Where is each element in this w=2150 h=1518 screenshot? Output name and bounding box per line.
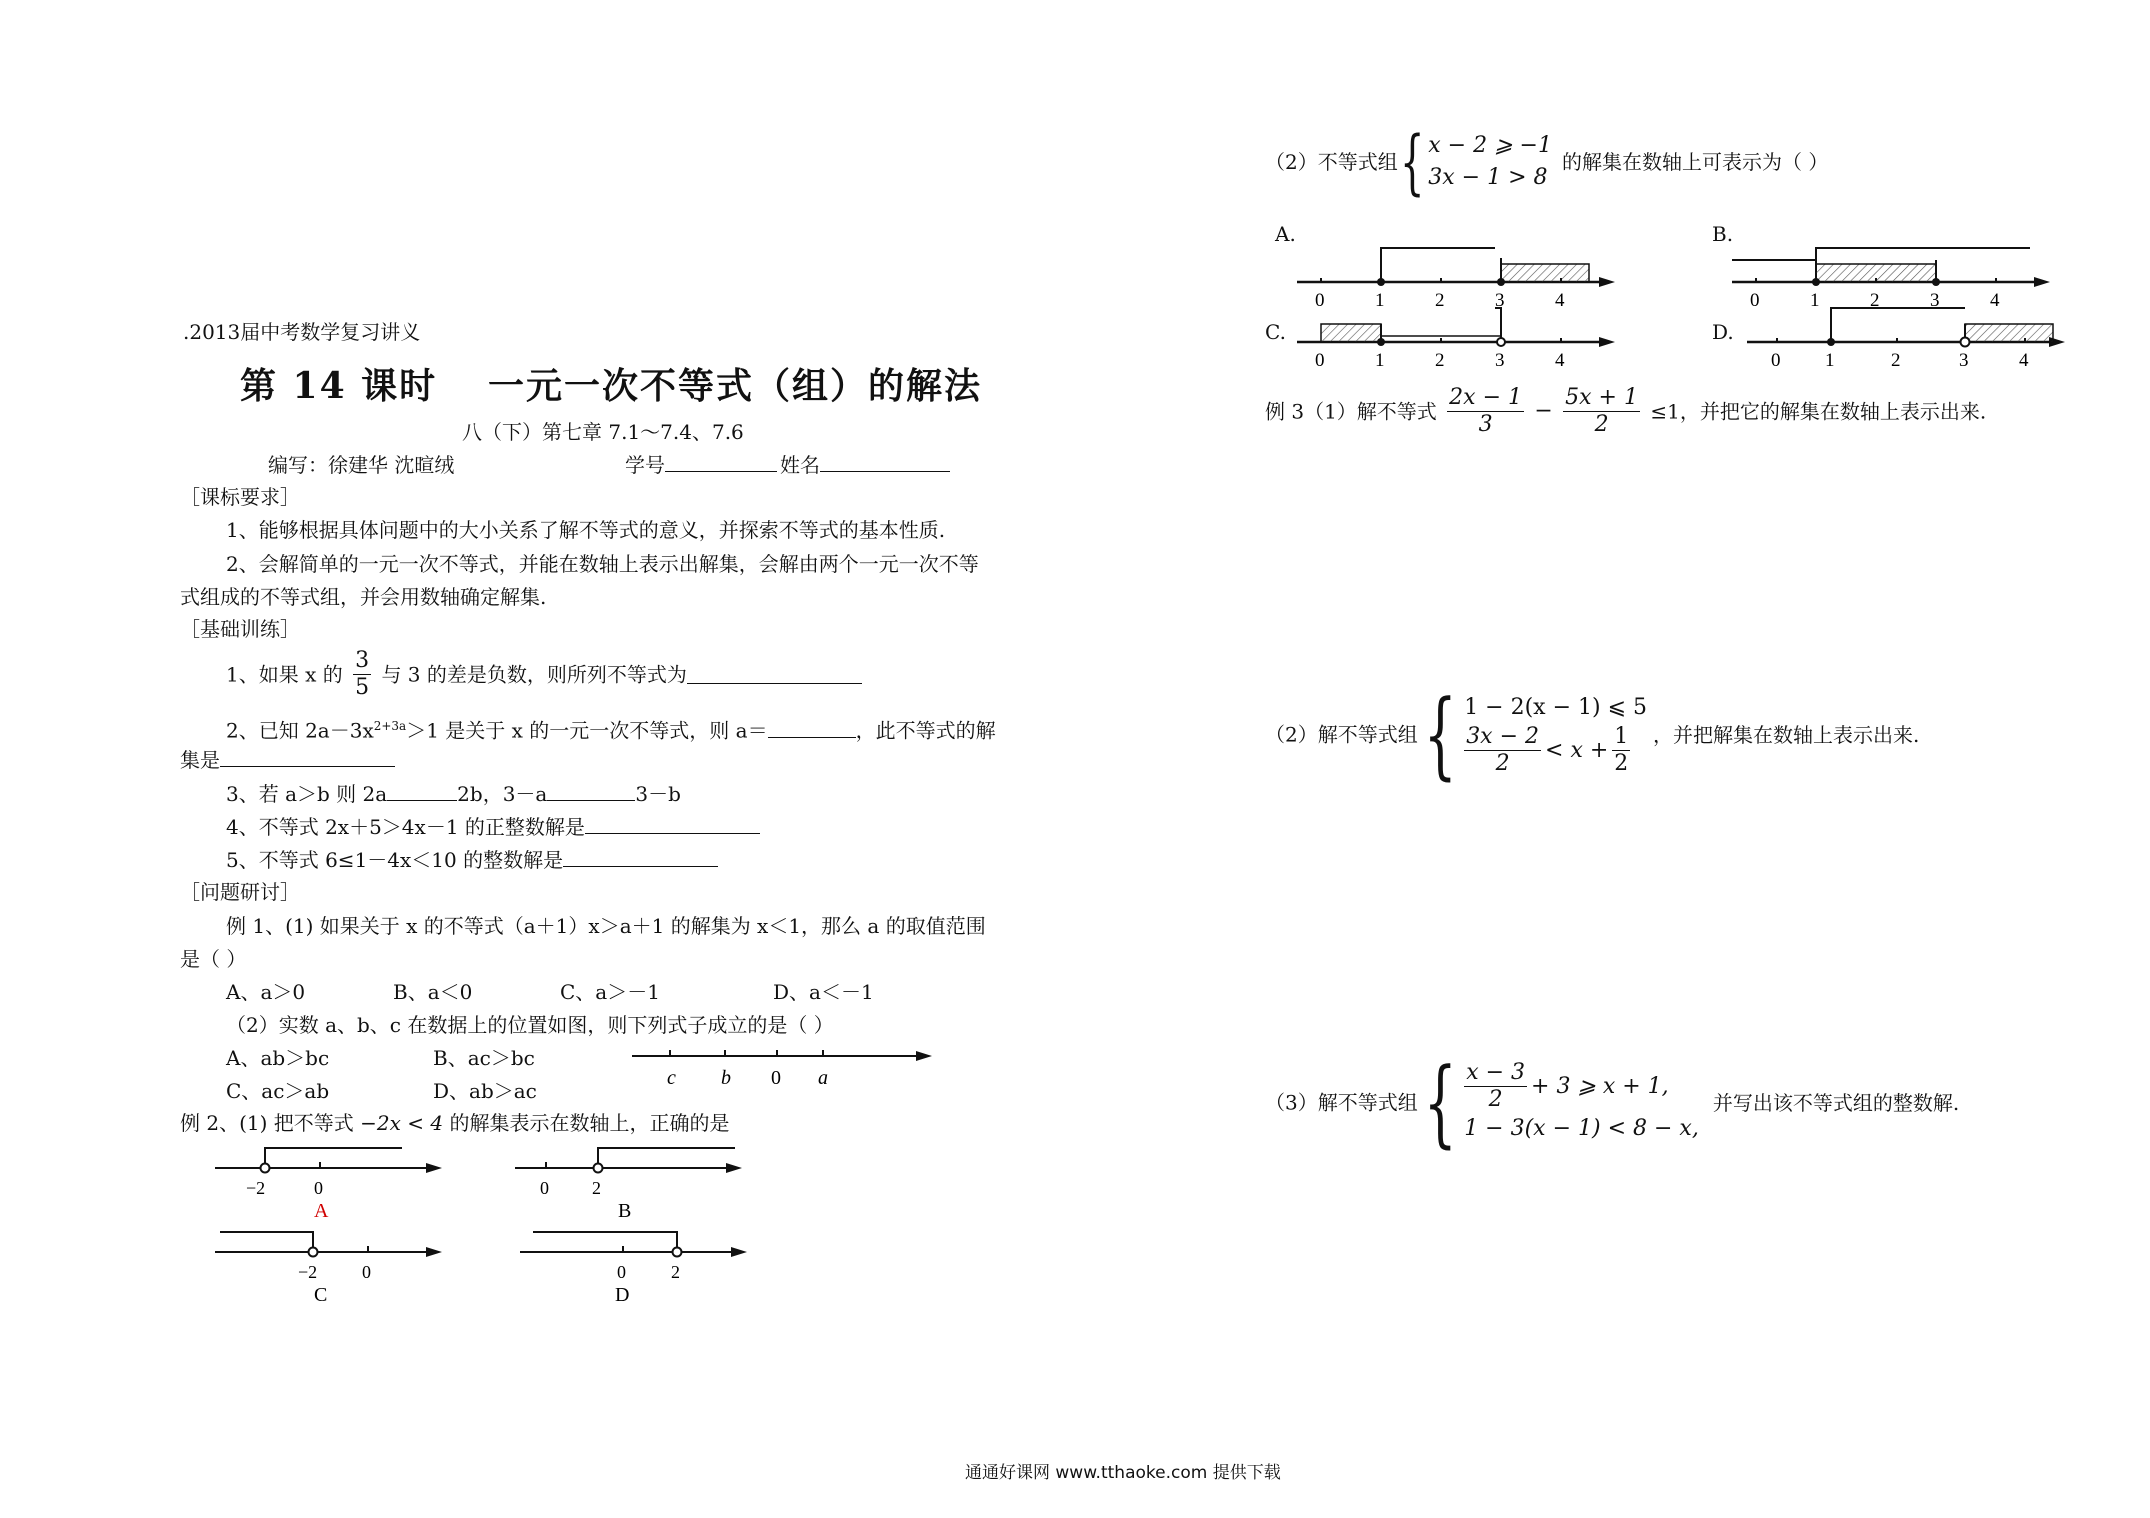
- student-name-label: 姓名: [780, 453, 950, 477]
- svg-text:−2: −2: [246, 1178, 266, 1198]
- svg-text:1: 1: [1810, 290, 1820, 310]
- basic-question-2: 2、已知 $2a-3x^{2+3a}>1$ 是关于 x 的一元一次不等式，则 a＝ ，此不等式的解: [226, 718, 996, 743]
- svg-text:0: 0: [1315, 290, 1325, 310]
- example-1-2-option-a: A、ab＞bc: [226, 1046, 330, 1070]
- svg-text:0: 0: [362, 1262, 371, 1282]
- tick-label-a: a: [818, 1067, 828, 1089]
- svg-text:2: 2: [1891, 350, 1901, 370]
- example-1-2-option-c: C、ac＞ab: [226, 1079, 330, 1103]
- tick-label-b: b: [721, 1067, 731, 1089]
- example-2-part-2: （2）不等式组{ x − 2 ⩾ −1 3x − 1 > 8 的解集在数轴上可表示为（ ）: [1265, 121, 1829, 203]
- basic-question-3: 3、若 a＞b 则 2a 2b，3－a 3－b: [226, 782, 681, 806]
- fraction: $\frac{3}{5}$: [355, 648, 370, 700]
- example-1-part-2: （2）实数 a、b、c 在数据上的位置如图，则下列式子成立的是（ ）: [226, 1013, 834, 1037]
- svg-text:−2: −2: [298, 1262, 318, 1282]
- svg-text:2: 2: [1870, 290, 1880, 310]
- example-1-text-cont: 是（ ）: [180, 947, 247, 971]
- svg-text:4: 4: [1990, 290, 2000, 310]
- svg-text:0: 0: [1315, 350, 1325, 370]
- svg-text:3: 3: [1959, 350, 1969, 370]
- tick-label-c: c: [667, 1067, 676, 1089]
- series-title: .2013届中考数学复习讲义: [183, 320, 421, 344]
- chapter-ref: 八（下）第七章 7.1～7.4、7.6: [462, 420, 744, 444]
- svg-text:4: 4: [1555, 350, 1565, 370]
- section-standards: ［课标要求］: [180, 485, 300, 509]
- number-line-ex1: [630, 1040, 940, 1090]
- example-1-text: 例 1、(1) 如果关于 x 的不等式（a＋1）x＞a＋1 的解集为 x＜1，那么 a 的取值范围: [226, 914, 986, 938]
- svg-text:2: 2: [671, 1262, 680, 1282]
- editors: 编写：徐建华 沈暄绒: [268, 453, 455, 477]
- example-1-2-option-d: D、ab＞ac: [433, 1079, 537, 1103]
- basic-question-1: 1、如果 x 的 $\frac{3}{5}$ 与 3 的差是负数，则所列不等式为: [226, 648, 862, 701]
- standard-item-2: 2、会解简单的一元一次不等式，并能在数轴上表示出解集，会解由两个一元一次不等: [226, 552, 979, 576]
- basic-question-2-cont: 集是: [180, 748, 395, 772]
- section-research: ［问题研讨］: [180, 880, 300, 904]
- answer-caption-a: A: [314, 1200, 329, 1218]
- svg-text:3: 3: [1495, 290, 1505, 310]
- svg-text:0: 0: [314, 1178, 323, 1198]
- page-title: 一元一次不等式（组）的解法: [488, 365, 983, 407]
- svg-text:1: 1: [1375, 350, 1385, 370]
- svg-text:2: 2: [1435, 290, 1445, 310]
- svg-text:4: 4: [1555, 290, 1565, 310]
- ex22-option-a-label: A.: [1275, 222, 1296, 246]
- ex22-number-line-d: [1745, 300, 2075, 370]
- ex22-option-d-label: D.: [1712, 320, 1734, 344]
- example-1-2-option-b: B、ac＞bc: [433, 1046, 535, 1070]
- basic-question-4: 4、不等式 2x＋5＞4x－1 的正整数解是: [226, 815, 760, 839]
- caption-d: D: [615, 1284, 630, 1302]
- svg-text:2: 2: [1435, 350, 1445, 370]
- example-3-part-3: （3）解不等式组{ $\frac{x - 3}{2}$ + 3 ⩾ x + 1, 1 − 3(x − 1) < 8 − x, 并写出该不等式组的整数解.: [1265, 1047, 1960, 1158]
- lesson-number: 第 14 课时: [240, 365, 438, 407]
- example-1-option-d: D、a＜－1: [773, 980, 874, 1004]
- tick-label-0: 0: [771, 1067, 781, 1089]
- footer-credit: 通通好课网 www.tthaoke.com 提供下载: [965, 1463, 1281, 1483]
- svg-text:1: 1: [1825, 350, 1835, 370]
- svg-text:0: 0: [1750, 290, 1760, 310]
- standard-item-2-cont: 式组成的不等式组，并会用数轴确定解集.: [180, 585, 547, 609]
- number-line-option-d: [515, 1222, 755, 1302]
- caption-c: C: [314, 1284, 328, 1302]
- ex22-option-b-label: B.: [1712, 222, 1734, 246]
- svg-text:3: 3: [1930, 290, 1940, 310]
- number-line-option-b: [510, 1138, 750, 1218]
- student-number-label: 学号: [625, 453, 777, 477]
- basic-question-5: 5、不等式 6≤1－4x＜10 的整数解是: [226, 848, 718, 872]
- example-3-part-1: 例 3（1）解不等式 $\frac{2x - 1}{3}$ − $\frac{5x + 1}{2}$ ≤1，并把它的解集在数轴上表示出来.: [1265, 385, 1987, 437]
- svg-text:3: 3: [1495, 350, 1505, 370]
- number-line-option-a: [210, 1138, 450, 1218]
- ex22-number-line-c: [1295, 300, 1625, 370]
- example-1-option-b: B、a＜0: [393, 980, 473, 1004]
- example-2-text: 例 2、(1) 把不等式 −2x < 4 的解集表示在数轴上，正确的是: [180, 1111, 730, 1135]
- example-1-option-c: C、a＞－1: [560, 980, 660, 1004]
- svg-text:1: 1: [1375, 290, 1385, 310]
- caption-b: B: [618, 1200, 632, 1218]
- ex22-option-c-label: C.: [1265, 320, 1286, 344]
- svg-text:0: 0: [540, 1178, 549, 1198]
- example-3-part-2: （2）解不等式组{ 1 − 2(x − 1) ⩽ 5 $\frac{3x - 2}{2}$ < x + $\frac{1}{2}$ ，并把解集在数轴上表示出来.: [1265, 679, 1920, 790]
- example-1-option-a: A、a＞0: [226, 980, 306, 1004]
- svg-text:2: 2: [592, 1178, 601, 1198]
- number-line-option-c: [210, 1222, 450, 1302]
- svg-text:4: 4: [2019, 350, 2029, 370]
- svg-text:0: 0: [617, 1262, 626, 1282]
- standard-item-1: 1、能够根据具体问题中的大小关系了解不等式的意义，并探索不等式的基本性质.: [226, 518, 946, 542]
- section-basics: ［基础训练］: [180, 617, 300, 641]
- svg-text:0: 0: [1771, 350, 1781, 370]
